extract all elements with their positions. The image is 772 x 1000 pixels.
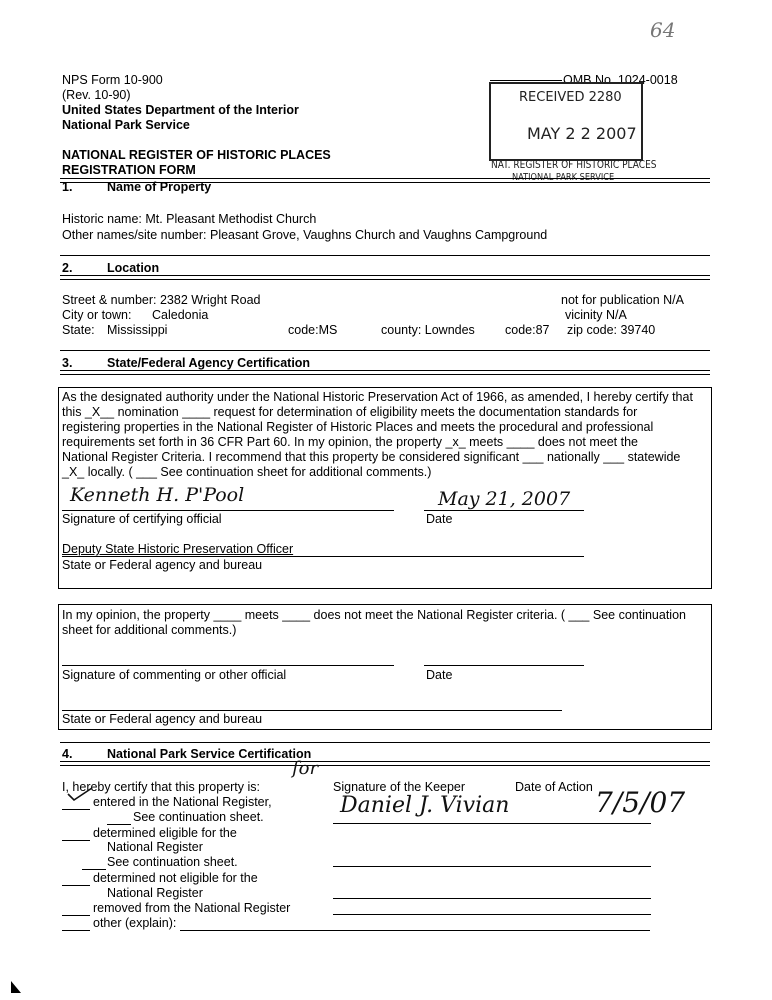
official-title: Deputy State Historic Preservation Officer — [62, 542, 294, 556]
section2-rule — [60, 275, 710, 280]
item-not-eligible: determined not eligible for the — [93, 871, 258, 885]
keeper-line-3 — [333, 898, 651, 899]
cert-line-1: As the designated authority under the National Historic Preservation Act of 1966, as amended, I hereby certify that — [62, 390, 693, 404]
date-label: Date — [426, 512, 453, 526]
section3-rule — [60, 370, 710, 375]
commenting-label: Signature of commenting or other official — [62, 668, 287, 682]
item-blank-6 — [62, 915, 90, 916]
agency-label: State or Federal agency and bureau — [62, 558, 263, 572]
signature-label: Signature of certifying official — [62, 512, 222, 526]
section1-number: 1. — [62, 180, 73, 194]
corner-arrow-icon — [10, 980, 22, 994]
check-mark-icon — [66, 786, 96, 802]
vicinity: vicinity N/A — [565, 308, 627, 322]
city-label: City or town: — [62, 308, 132, 322]
other-names: Other names/site number: Pleasant Grove, Vaughns Church and Vaughns Campground — [62, 228, 548, 242]
street-number: Street & number: 2382 Wright Road — [62, 293, 261, 307]
item-national-register-1: National Register — [107, 840, 203, 854]
keeper-line-2 — [333, 866, 651, 867]
cert-signature-line — [62, 510, 394, 511]
action-date-hand: 7/5/07 — [595, 786, 686, 819]
cert-line-5: National Register Criteria. I recommend that this property be considered significant ___ nationally ___ statewide — [62, 450, 681, 464]
stamp-register: NAT. REGISTER OF HISTORIC PLACES — [491, 158, 657, 171]
section3-top-rule — [60, 350, 710, 351]
commenting-date-line — [424, 665, 584, 666]
section4-top-rule — [60, 742, 710, 743]
agency-line-2 — [62, 710, 562, 711]
form-number: NPS Form 10-900 — [62, 73, 163, 87]
item-blank-2 — [107, 824, 131, 825]
corner-note: 64 — [650, 18, 676, 42]
agency-label-2: State or Federal agency and bureau — [62, 712, 263, 726]
stamp-park-service: NATIONAL PARK SERVICE — [512, 172, 615, 183]
cert-line-3: registering properties in the National Register of Historic Places and meets the procedural and professional — [62, 420, 654, 434]
item-blank-4 — [82, 869, 106, 870]
item-other: other (explain): — [93, 916, 177, 930]
official-title-line — [62, 556, 584, 557]
omb-underline — [490, 80, 562, 81]
state-code: code:MS — [288, 323, 338, 337]
section4-rule — [60, 761, 710, 766]
county: county: Lowndes — [381, 323, 475, 337]
section2-title: Location — [107, 261, 160, 275]
state-value: Mississippi — [107, 323, 168, 337]
certifying-signature: Kenneth H. P'Pool — [70, 484, 245, 506]
section4-number: 4. — [62, 747, 73, 761]
item-national-register-2: National Register — [107, 886, 203, 900]
keeper-line-4 — [333, 914, 651, 915]
keeper-label: Signature of the Keeper — [333, 780, 466, 794]
item-removed: removed from the National Register — [93, 901, 291, 915]
zip-code: zip code: 39740 — [567, 323, 656, 337]
item-see-continuation-1: See continuation sheet. — [133, 810, 264, 824]
section2-number: 2. — [62, 261, 73, 275]
city-value: Caledonia — [152, 308, 209, 322]
section2-top-rule — [60, 255, 710, 256]
item-see-continuation-2: See continuation sheet. — [107, 855, 238, 869]
county-code: code:87 — [505, 323, 550, 337]
nps-intro: I, hereby certify that this property is: — [62, 780, 260, 794]
section4-title: National Park Service Certification — [107, 747, 312, 761]
cert-line-4: requirements set forth in 36 CFR Part 60. In my opinion, the property _x_ meets ____ does not meet the — [62, 435, 639, 449]
cert-line-6: _X_ locally. ( ___ See continuation sheet for additional comments.) — [62, 465, 432, 479]
certifying-date-hand: May 21, 2007 — [438, 488, 571, 510]
keeper-line-1 — [333, 823, 651, 824]
item-entered: entered in the National Register, — [93, 795, 272, 809]
cert-line-2: this _X__ nomination ____ request for determination of eligibility meets the documentation standards for — [62, 405, 638, 419]
keeper-signature: Daniel J. Vivian — [340, 793, 510, 818]
section1-rule — [60, 178, 710, 183]
omb-number: OMB No. 1024-0018 — [563, 73, 678, 87]
state-label: State: — [62, 323, 95, 337]
received-stamp — [489, 82, 643, 161]
stamp-received: RECEIVED 2280 — [519, 90, 622, 105]
item-blank-5 — [62, 885, 90, 886]
commenting-signature-line — [62, 665, 394, 666]
item-determined-eligible: determined eligible for the — [93, 826, 237, 840]
action-label: Date of Action — [515, 780, 593, 794]
agency-name: National Park Service — [62, 118, 190, 132]
form-title-line2: REGISTRATION FORM — [62, 163, 196, 177]
item-blank-1 — [62, 809, 90, 810]
section1-title: Name of Property — [107, 180, 212, 194]
item-blank-3 — [62, 840, 90, 841]
stamp-date: MAY 2 2 2007 — [527, 124, 637, 143]
form-revision: (Rev. 10-90) — [62, 88, 131, 102]
section3-title: State/Federal Agency Certification — [107, 356, 311, 370]
historic-name: Historic name: Mt. Pleasant Methodist Church — [62, 212, 317, 226]
other-explain-line — [180, 930, 650, 931]
opinion-line-1: In my opinion, the property ____ meets ____ does not meet the National Register criteria. ( ___ See continuation — [62, 608, 686, 622]
section3-number: 3. — [62, 356, 73, 370]
cert-date-line — [424, 510, 584, 511]
opinion-line-2: sheet for additional comments.) — [62, 623, 237, 637]
not-for-publication: not for publication N/A — [561, 293, 684, 307]
for-hand: for — [292, 758, 319, 779]
item-blank-7 — [62, 930, 90, 931]
department-name: United States Department of the Interior — [62, 103, 299, 117]
commenting-date-label: Date — [426, 668, 453, 682]
form-title-line1: NATIONAL REGISTER OF HISTORIC PLACES — [62, 148, 331, 162]
